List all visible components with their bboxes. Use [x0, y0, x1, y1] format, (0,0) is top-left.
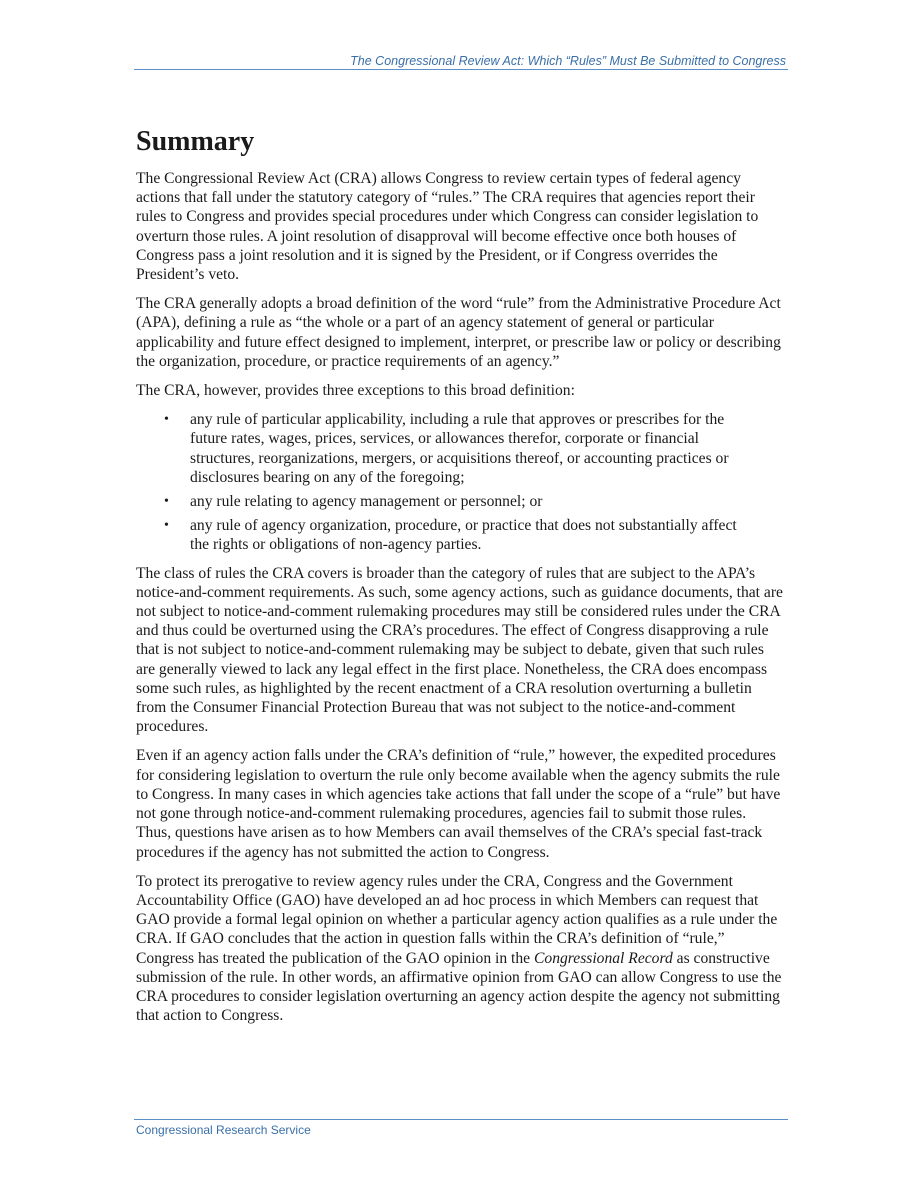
summary-section	[136, 124, 784, 1035]
footer-rule	[134, 1119, 788, 1120]
list-item-text: any rule of particular applicability, including a rule that approves or prescribes for the future rates, wages, prices, services, or allowances therefor, corporate or financial structures, reorganizations, mergers, or acquisitions thereof, or accounting practices or disclosures bearing on any of the foregoing;	[190, 411, 729, 486]
publication-title: Congressional Record	[534, 949, 673, 967]
paragraph-6	[136, 872, 784, 1026]
running-header: The Congressional Review Act: Which “Rules” Must Be Submitted to Congress	[350, 54, 786, 68]
paragraph-6-text-b: as constructive submission of the rule. In other words, an affirmative opinion from GAO can allow Congress to use the CRA procedures to consider legislation overturning an agency action despite the agency not submitting that action to Congress.	[136, 949, 782, 1025]
paragraph-2: The CRA generally adopts a broad definition of the word “rule” from the Administrative Procedure Act (APA), defining a rule as “the whole or a part of an agency statement of general or particular applicability and future effect designed to implement, interpret, or prescribe law or policy or describing the organization, procedure, or practice requirements of an agency.”	[136, 295, 781, 370]
footer-source: Congressional Research Service	[136, 1123, 311, 1137]
bullet-icon: •	[164, 518, 169, 534]
paragraph-3: The CRA, however, provides three exceptions to this broad definition:	[136, 382, 575, 400]
section-heading: Summary	[136, 126, 255, 157]
list-item-text: any rule relating to agency management or personnel; or	[190, 493, 543, 511]
exceptions-list	[136, 410, 784, 554]
list-item	[136, 410, 784, 487]
bullet-icon: •	[164, 412, 169, 428]
header-rule	[134, 69, 788, 70]
list-item	[136, 492, 784, 511]
list-item-text: any rule of agency organization, procedure, or practice that does not substantially affect the rights or obligations of non-agency parties.	[190, 517, 737, 554]
paragraph-5: Even if an agency action falls under the CRA’s definition of “rule,” however, the expedited procedures for considering legislation to overturn the rule only become available when the agency submits the rule to Congress. In many cases in which agencies take actions that fall under the scope of a “rule” but have not gone through notice-and-comment rulemaking procedures, agencies fail to submit those rules. Thus, questions have arisen as to how Members can avail themselves of the CRA’s special fast-track procedures if the agency has not submitted the action to Congress.	[136, 747, 781, 861]
paragraph-4: The class of rules the CRA covers is broader than the category of rules that are subject to the APA’s notice-and-comment requirements. As such, some agency actions, such as guidance documents, that are not subject to notice-and-comment rulemaking procedures may still be considered rules under the CRA and thus could be overturned using the CRA’s procedures. The effect of Congress disapproving a rule that is not subject to notice-and-comment rulemaking may be subject to debate, given that such rules are generally viewed to lack any legal effect in the first place. Nonetheless, the CRA does encompass some such rules, as highlighted by the recent enactment of a CRA resolution overturning a bulletin from the Consumer Financial Protection Bureau that was not subject to the notice-and-comment procedures.	[136, 564, 783, 736]
paragraph-6-text-a: To protect its prerogative to review agency rules under the CRA, Congress and the Government Accountability Office (GAO) have developed an ad hoc process in which Members can request that GAO provide a formal legal opinion on whether a particular agency action qualifies as a rule under the CRA. If GAO concludes that the action in question falls within the CRA’s definition of “rule,” Congress has treated the publication of the GAO opinion in the	[136, 872, 778, 967]
list-item	[136, 516, 784, 554]
bullet-icon: •	[164, 494, 169, 510]
paragraph-1: The Congressional Review Act (CRA) allows Congress to review certain types of federal agency actions that fall under the statutory category of “rules.” The CRA requires that agencies report their rules to Congress and provides special procedures under which Congress can consider legislation to overturn those rules. A joint resolution of disapproval will become effective once both houses of Congress pass a joint resolution and it is signed by the President, or if Congress overrides the President’s veto.	[136, 170, 759, 284]
